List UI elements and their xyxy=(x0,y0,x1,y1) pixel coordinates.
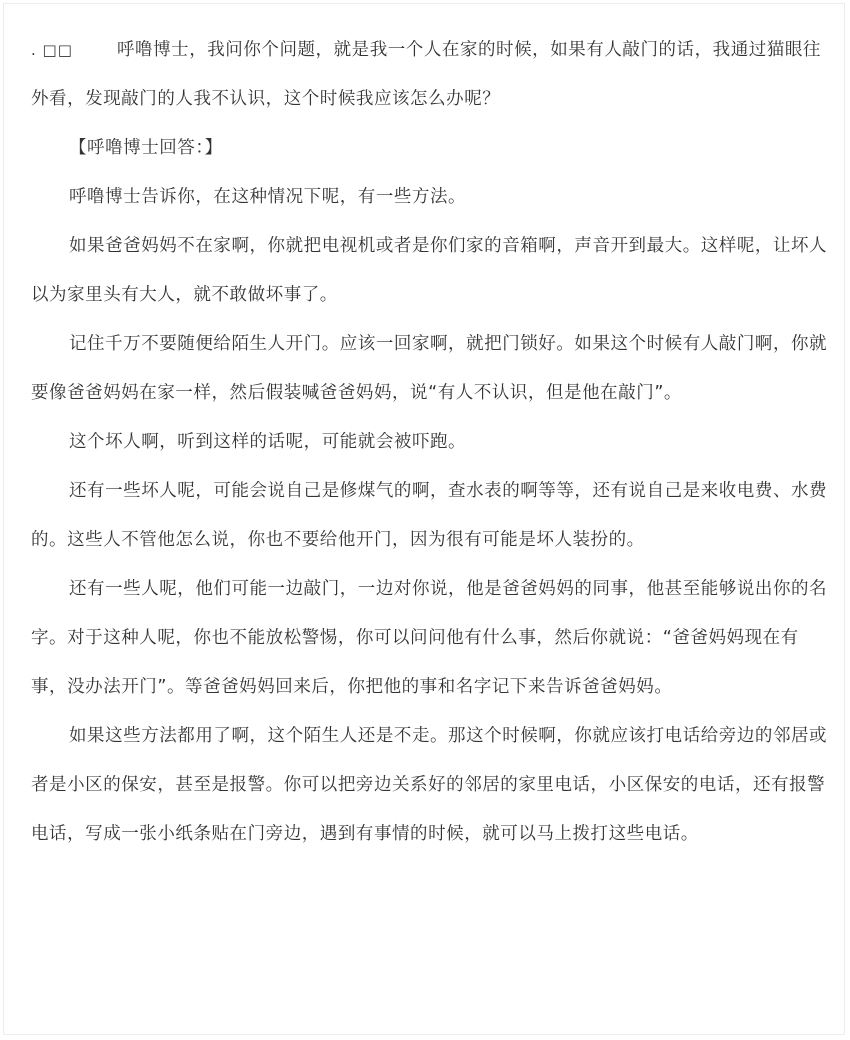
paragraph: 如果爸爸妈妈不在家啊，你就把电视机或者是你们家的音箱啊，声音开到最大。这样呢，让坏人以为家里头有大人，就不敢做坏事了。 xyxy=(31,236,828,305)
answer-heading: 【呼噜博士回答：】 xyxy=(69,138,223,158)
article-body xyxy=(31,26,831,859)
paragraph: 这个坏人啊，听到这样的话呢，可能就会被吓跑。 xyxy=(69,432,467,452)
paragraph: 还有一些人呢，他们可能一边敲门，一边对你说，他是爸爸妈妈的同事，他甚至能够说出你的名字。对于这种人呢，你也不能放松警惕，你可以问问他有什么事，然后你就说：“爸爸妈妈现在有事，没办法开门”。等爸爸妈妈回来后，你把他的事和名字记下来告诉爸爸妈妈。 xyxy=(31,579,828,697)
paragraph: 还有一些坏人呢，可能会说自己是修煤气的啊，查水表的啊等等，还有说自己是来收电费、水费的。这些人不管他怎么说，你也不要给他开门，因为很有可能是坏人装扮的。 xyxy=(31,481,828,550)
document-page xyxy=(3,3,845,1035)
intro-text: 呼噜博士，我问你个问题，就是我一个人在家的时候，如果有人敲门的话，我通过猫眼往外看，发现敲门的人我不认识，这个时候我应该怎么办呢？ xyxy=(31,40,821,109)
paragraph: 呼噜博士告诉你，在这种情况下呢，有一些方法。 xyxy=(69,187,467,207)
paragraph: 如果这些方法都用了啊，这个陌生人还是不走。那这个时候啊，你就应该打电话给旁边的邻居或者是小区的保安，甚至是报警。你可以把旁边关系好的邻居的家里电话，小区保安的电话，还有报警电话，写成一张小纸条贴在门旁边，遇到有事情的时候，就可以马上拨打这些电话。 xyxy=(31,726,828,844)
intro-paragraph xyxy=(31,26,831,124)
paragraph: 记住千万不要随便给陌生人开门。应该一回家啊，就把门锁好。如果这个时候有人敲门啊，你就要像爸爸妈妈在家一样，然后假装喊爸爸妈妈，说“有人不认识，但是他在敲门”。 xyxy=(31,334,828,403)
lead-marks: . □□ xyxy=(31,41,73,59)
